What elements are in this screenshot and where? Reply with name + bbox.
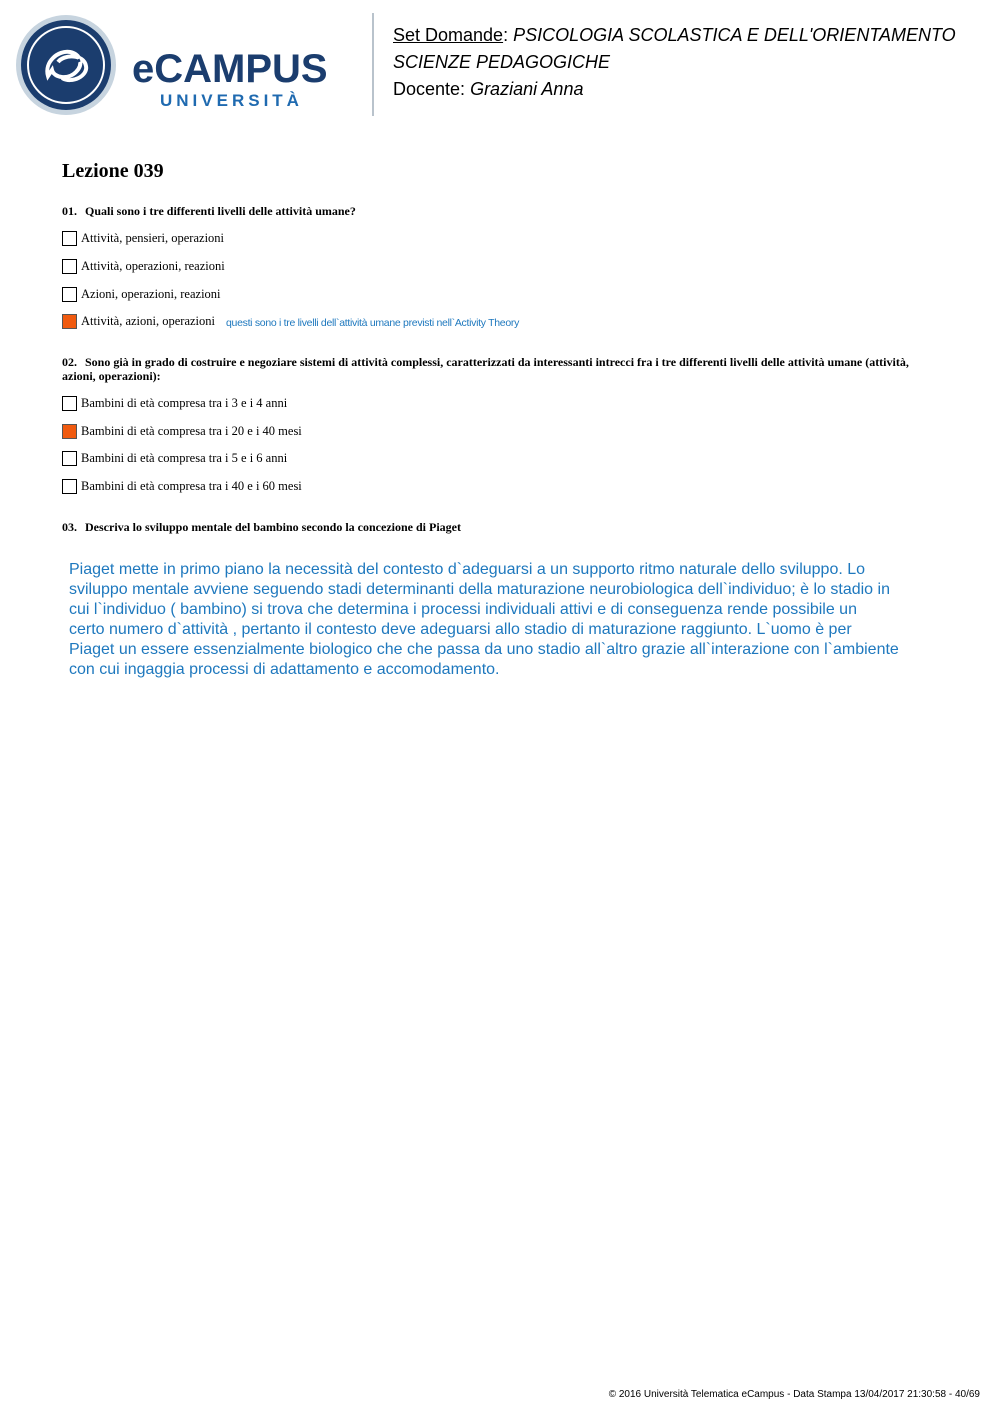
set-label: Set Domande <box>393 25 504 45</box>
option-label: Attività, pensieri, operazioni <box>81 230 225 245</box>
option-q1-d[interactable] <box>62 313 215 329</box>
question-number: 01. <box>62 204 77 218</box>
option-q2-c[interactable] <box>62 450 287 466</box>
option-label: Azioni, operazioni, reazioni <box>81 286 221 301</box>
checkbox[interactable] <box>62 259 77 274</box>
header-info <box>393 22 956 103</box>
checkbox[interactable] <box>62 451 77 466</box>
checkbox[interactable] <box>62 287 77 302</box>
option-label: Bambini di età compresa tra i 20 e i 40 mesi <box>81 423 302 438</box>
checkbox[interactable] <box>62 396 77 411</box>
option-label: Attività, azioni, operazioni <box>81 313 215 328</box>
option-q2-a[interactable] <box>62 395 287 411</box>
question-02 <box>62 355 932 383</box>
set-colon: : <box>503 25 509 45</box>
footer-copyright: © 2016 Università Telematica eCampus - Data Stampa 13/04/2017 21:30:58 - 40/69 <box>608 1389 980 1400</box>
question-text: Quali sono i tre differenti livelli delle attività umane? <box>85 204 356 218</box>
svg-text:UNIVERSITÀ: UNIVERSITÀ <box>160 91 303 110</box>
option-label: Bambini di età compresa tra i 40 e i 60 mesi <box>81 478 302 493</box>
ecampus-logo <box>14 14 359 116</box>
option-label: Attività, operazioni, reazioni <box>81 258 225 273</box>
option-q1-c[interactable] <box>62 286 221 302</box>
course-line-1: PSICOLOGIA SCOLASTICA E DELL'ORIENTAMENTO <box>513 25 956 45</box>
checkbox[interactable] <box>62 479 77 494</box>
option-q2-d[interactable] <box>62 478 302 494</box>
header-divider <box>372 13 374 116</box>
question-03 <box>62 520 932 534</box>
question-text: Sono già in grado di costruire e negoziare sistemi di attività complessi, caratterizzati da interessanti intrecci fra i tre differenti livelli delle attività umane (attività, azioni, operazioni): <box>62 355 909 383</box>
svg-text:eCAMPUS: eCAMPUS <box>132 47 328 91</box>
question-01 <box>62 204 932 218</box>
checkbox-selected[interactable] <box>62 424 77 439</box>
docente-label: Docente: <box>393 79 466 99</box>
docente-name: Graziani Anna <box>470 79 584 99</box>
option-q1-b[interactable] <box>62 258 225 274</box>
option-label: Bambini di età compresa tra i 3 e i 4 anni <box>81 395 288 410</box>
course-line-2: SCIENZE PEDAGOGICHE <box>393 52 611 72</box>
question-number: 02. <box>62 355 77 369</box>
question-text: Descriva lo sviluppo mentale del bambino secondo la concezione di Piaget <box>85 520 461 534</box>
option-note: questi sono i tre livelli dell`attività umane previsti nell`Activity Theory <box>226 317 520 329</box>
lesson-title: Lezione 039 <box>62 160 164 182</box>
option-q1-a[interactable] <box>62 230 224 246</box>
question-number: 03. <box>62 520 77 534</box>
option-label: Bambini di età compresa tra i 5 e i 6 anni <box>81 450 288 465</box>
option-q2-b[interactable] <box>62 423 302 439</box>
checkbox-selected[interactable] <box>62 314 77 329</box>
answer-text: Piaget mette in primo piano la necessità del contesto d`adeguarsi a un supporto ritmo naturale dello sviluppo. Lo sviluppo mentale avviene seguendo stadi determinanti della maturazione neurobiologica dell`individuo; è lo stadio in cui l`individuo ( bambino) si trova che determina i processi individuali attivi e di conseguenza rende possibile un certo numero d`attività , pertanto il contesto deve adeguarsi allo stadio di maturazione raggiunto. L`uomo è per Piaget un essere essenzialmente biologico che che passa da uno stadio all`altro grazie all`interazione con l`ambiente con cui ingaggia processi di adattamento e accomodamento. <box>69 561 899 678</box>
checkbox[interactable] <box>62 231 77 246</box>
